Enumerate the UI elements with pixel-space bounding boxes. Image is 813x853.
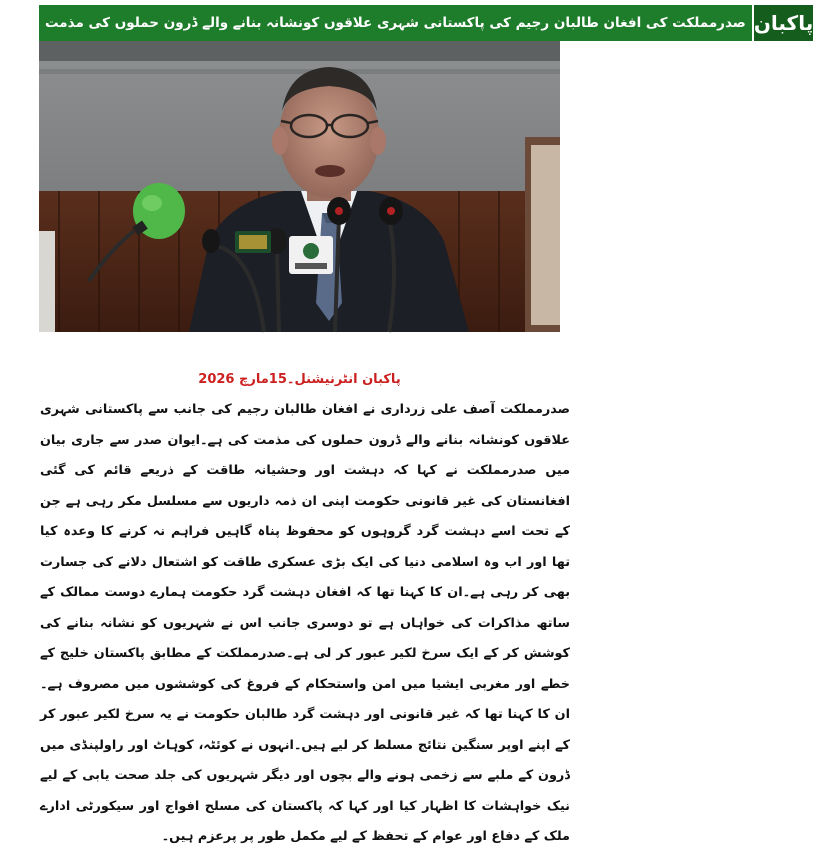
news-header <box>39 5 813 41</box>
news-photo <box>39 41 560 332</box>
article-body: صدرمملکت آصف علی زرداری نے افغان طالبان رجیم کی جانب سے پاکستانی شہری علاقوں کونشانہ بنانے والے ڈرون حملوں کی مذمت کی ہے۔ایوان صدر سے جاری بیان میں صدرمملکت نے کہا کہ دہشت اور وحشیانہ طاقت کے ذریعے قائم کی گئی افغانستان کی غیر قانونی حکومت اپنی ان ذمہ داریوں سے مسلسل مکر رہی ہے جن کے تحت اسے دہشت گرد گروہوں کو محفوظ پناہ گاہیں فراہم نہ کرنے کا وعدہ کیا تھا اور اب وہ اسلامی دنیا کی ایک بڑی عسکری طاقت کو اشتعال دلانے کی جسارت بھی کر رہی ہے۔ان کا کہنا تھا کہ افغان دہشت گرد حکومت ہمارے دوست ممالک کے ساتھ مذاکرات کی خواہاں ہے تو دوسری جانب اس نے شہریوں کو نشانہ بنانے کی کوشش کر کے ایک سرخ لکیر عبور کر لی ہے۔صدرمملکت کے مطابق پاکستان خلیج کے خطے اور مغربی ایشیا میں امن واستحکام کے فروغ کی کوششوں میں مصروف ہے۔ان کا کہنا تھا کہ غیر قانونی اور دہشت گرد طالبان حکومت نے یہ سرخ لکیر عبور کر کے اپنے اوپر سنگین نتائج مسلط کر لیے ہیں۔انہوں نے کوئٹہ، کوہاٹ اور راولپنڈی میں ڈرون کے ملبے سے زخمی ہونے والے بچوں اور دیگر شہریوں کی جلد صحت یابی کے لیے نیک خواہشات کا اظہار کیا اور کہا کہ پاکستان کی مسلح افواج اور سیکورٹی ادارے ملک کے دفاع اور عوام کے تحفظ کے لیے مکمل طور پر پرعزم ہیں۔ <box>40 402 570 844</box>
brand-logo: پاکبان <box>752 5 813 41</box>
dateline: پاکبان انٹرنیشنل۔15مارچ 2026 <box>198 372 401 387</box>
headline: صدرمملکت کی افغان طالبان رجیم کی پاکستانی شہری علاقوں کونشانہ بنانے والے ڈرون حملوں کی مذمت <box>39 5 752 41</box>
